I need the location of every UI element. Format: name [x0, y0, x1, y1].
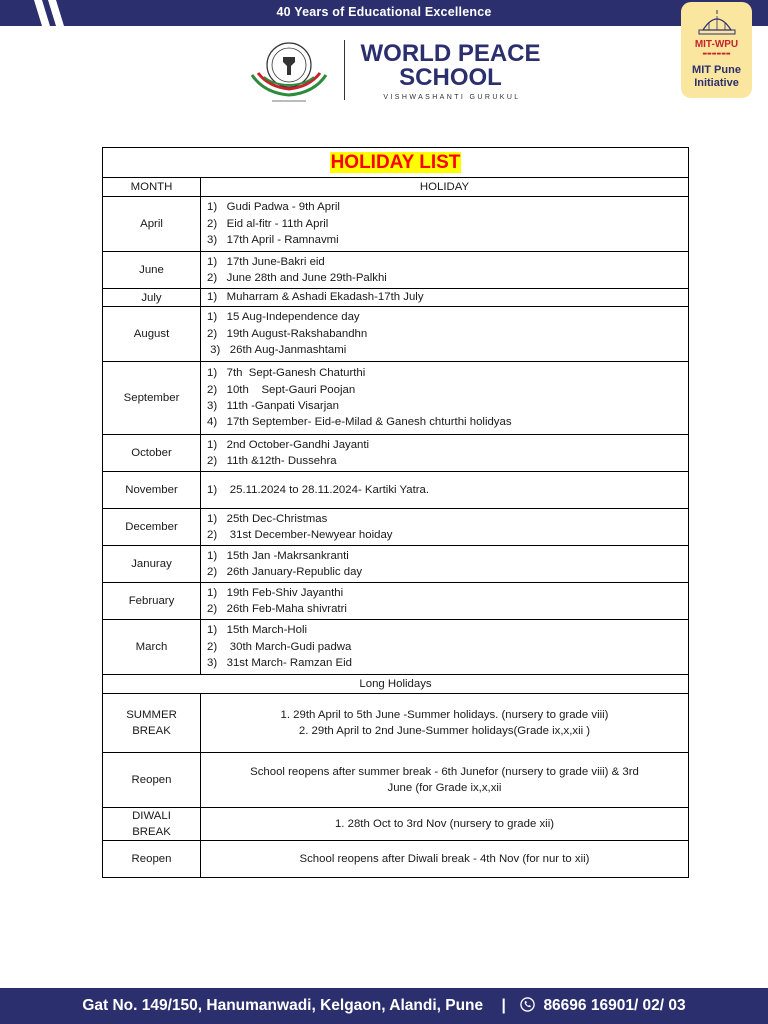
table-row	[103, 472, 689, 509]
month-cell: February	[103, 583, 201, 620]
phone-icon	[520, 997, 535, 1012]
month-cell: December	[103, 509, 201, 546]
long-holiday-line: School reopens after Diwali break - 4th Nov (for nur to xii)	[299, 852, 590, 865]
long-holiday-detail-cell	[201, 841, 689, 878]
month-cell: October	[103, 435, 201, 472]
long-holiday-label-cell	[103, 694, 201, 753]
holiday-cell	[201, 509, 689, 546]
table-row	[103, 509, 689, 546]
table-row	[103, 307, 689, 362]
header-row	[103, 178, 689, 197]
holiday-cell	[201, 197, 689, 252]
school-name-line1: WORLD PEACE	[360, 40, 541, 67]
long-holiday-line: 2. 29th April to 2nd June-Summer holidays(Grade ix,x,xii )	[298, 725, 591, 737]
long-holiday-line: School reopens after summer break - 6th Junefor (nursery to grade viii) & 3rd	[250, 765, 639, 778]
holiday-cell	[201, 472, 689, 509]
long-holiday-detail-cell	[201, 808, 689, 841]
holiday-cell	[201, 252, 689, 289]
table-row	[103, 252, 689, 289]
long-holiday-label: SUMMER	[126, 709, 177, 721]
holiday-item: 1) Muharram & Ashadi Ekadash-17th July	[207, 291, 424, 304]
col-month-header: MONTH	[103, 178, 201, 197]
partner-badge	[681, 2, 752, 98]
table-title: HOLIDAY LIST	[330, 151, 461, 173]
month-cell: April	[103, 197, 201, 252]
long-holiday-label-cell	[103, 753, 201, 808]
partner-line2: Initiative	[694, 77, 739, 89]
table-row	[103, 289, 689, 307]
holiday-cell	[201, 583, 689, 620]
long-holiday-label-cell	[103, 841, 201, 878]
holiday-item: 1) 19th Feb-Shiv Jayanthi	[207, 586, 344, 599]
title-row	[103, 148, 689, 178]
holiday-item: 1) Gudi Padwa - 9th April	[207, 201, 340, 214]
holiday-item: 1) 15 Aug-Independence day	[207, 311, 360, 324]
holiday-cell	[201, 435, 689, 472]
long-holiday-label: BREAK	[132, 725, 171, 737]
header-divider	[344, 40, 345, 100]
partner-initiative	[681, 64, 752, 90]
section-row	[103, 675, 689, 694]
long-holiday-label-cell	[103, 808, 201, 841]
holiday-item: 3) 31st March- Ramzan Eid	[207, 657, 352, 670]
long-holiday-label: Reopen	[131, 774, 172, 786]
holiday-item: 1) 25th Dec-Christmas	[207, 512, 328, 525]
holiday-item: 2) June 28th and June 29th-Palkhi	[207, 272, 387, 284]
long-holiday-label: Reopen	[131, 853, 172, 865]
top-banner	[0, 0, 768, 26]
long-holiday-line: 1. 29th April to 5th June -Summer holidays. (nursery to grade viii)	[280, 708, 609, 721]
long-holiday-detail-cell	[201, 753, 689, 808]
holiday-item: 1) 15th Jan -Makrsankranti	[207, 549, 349, 562]
month-cell: November	[103, 472, 201, 509]
holiday-item: 2) Eid al-fitr - 11th April	[207, 217, 329, 230]
partner-tiny-text: ▬▬▬▬▬▬	[702, 51, 731, 57]
long-holiday-label: BREAK	[132, 826, 171, 838]
holiday-item: 2) 10th Sept-Gauri Poojan	[207, 383, 356, 396]
tagline: 40 Years of Educational Excellence	[276, 5, 492, 19]
month-cell: Januray	[103, 546, 201, 583]
long-holiday-row	[103, 841, 689, 878]
partner-name: MIT-WPU	[694, 39, 739, 50]
month-cell: June	[103, 252, 201, 289]
long-holiday-detail-cell	[201, 694, 689, 753]
holiday-cell	[201, 289, 689, 307]
footer-address: Gat No. 149/150, Hanumanwadi, Kelgaon, Alandi, Pune	[82, 997, 484, 1014]
school-name-line2: SCHOOL	[399, 64, 502, 91]
holiday-cell	[201, 546, 689, 583]
holiday-item: 3) 26th Aug-Janmashtami	[207, 344, 347, 357]
holiday-item: 1) 15th March-Holi	[207, 624, 308, 637]
month-cell: August	[103, 307, 201, 362]
table-row	[103, 197, 689, 252]
long-holiday-label: DIWALI	[132, 810, 171, 822]
long-holiday-row	[103, 753, 689, 808]
footer-contact	[0, 997, 768, 1015]
holiday-item: 1) 2nd October-Gandhi Jayanti	[207, 438, 370, 451]
holiday-item: 1) 25.11.2024 to 28.11.2024- Kartiki Yatra.	[207, 483, 430, 496]
long-holiday-line: 1. 28th Oct to 3rd Nov (nursery to grade xii)	[334, 817, 555, 830]
table-row	[103, 620, 689, 675]
holiday-item: 2) 30th March-Gudi padwa	[207, 640, 352, 653]
title-cell	[103, 148, 689, 178]
holiday-cell	[201, 620, 689, 675]
holiday-table	[102, 147, 689, 878]
month-cell: September	[103, 362, 201, 435]
table-row	[103, 583, 689, 620]
long-holiday-row	[103, 694, 689, 753]
long-holiday-row	[103, 808, 689, 841]
footer-bar	[0, 988, 768, 1024]
holiday-cell	[201, 307, 689, 362]
holiday-item: 1) 7th Sept-Ganesh Chaturthi	[207, 367, 366, 380]
holiday-item: 2) 26th January-Republic day	[207, 566, 363, 578]
mit-dome-icon	[695, 8, 739, 38]
holiday-item: 4) 17th September- Eid-e-Milad & Ganesh chturthi holidyas	[207, 416, 512, 429]
holiday-cell	[201, 362, 689, 435]
table-row	[103, 546, 689, 583]
month-cell: March	[103, 620, 201, 675]
holiday-item: 2) 11th &12th- Dussehra	[207, 455, 337, 467]
footer-separator: |	[501, 997, 506, 1014]
holiday-item: 2) 31st December-Newyear hoiday	[207, 529, 393, 541]
footer-phone: 86696 16901/ 02/ 03	[543, 997, 686, 1014]
col-holiday-header: HOLIDAY	[201, 178, 689, 197]
holiday-item: 1) 17th June-Bakri eid	[207, 255, 325, 268]
long-holiday-line: June (for Grade ix,x,xii	[387, 782, 502, 794]
school-subtitle: VISHWASHANTI GURUKUL	[383, 94, 521, 101]
long-holidays-heading: Long Holidays	[103, 675, 689, 694]
table-row	[103, 362, 689, 435]
holiday-item: 3) 11th -Ganpati Visarjan	[207, 400, 339, 412]
month-cell: July	[103, 289, 201, 307]
holiday-item: 2) 26th Feb-Maha shivratri	[207, 603, 347, 615]
holiday-item: 3) 17th April - Ramnavmi	[207, 234, 339, 247]
partner-line1: MIT Pune	[692, 64, 741, 76]
school-emblem-icon	[244, 35, 334, 105]
school-name	[353, 42, 548, 90]
table-row	[103, 435, 689, 472]
holiday-item: 2) 19th August-Rakshabandhn	[207, 327, 368, 340]
